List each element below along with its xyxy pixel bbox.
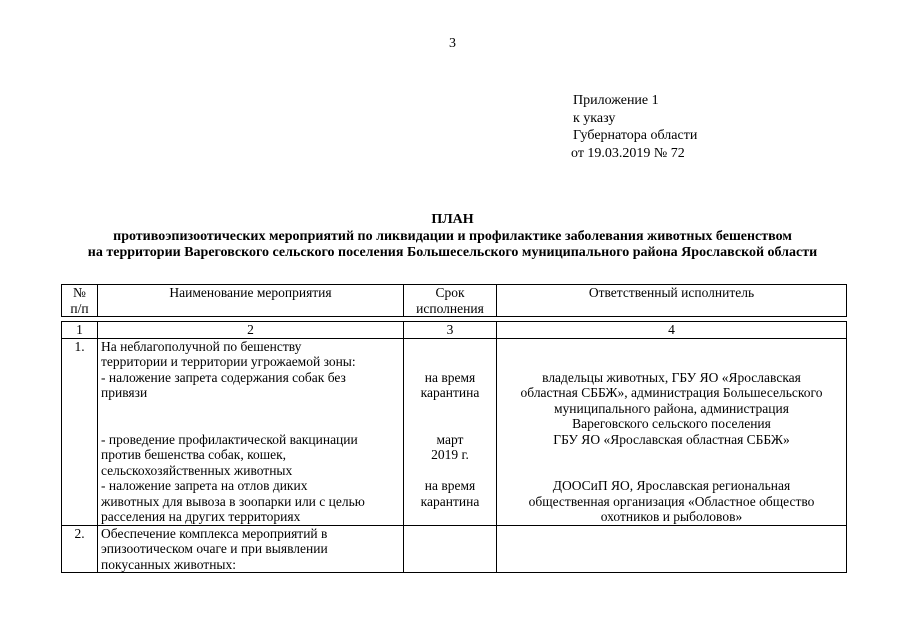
plan-title bbox=[0, 212, 905, 262]
column-index-row bbox=[62, 322, 847, 339]
header-executor: Ответственный исполнитель bbox=[497, 285, 847, 317]
sub-item-term: март 2019 г. bbox=[431, 431, 469, 462]
plan-heading: ПЛАН bbox=[431, 212, 474, 227]
page-number: 3 bbox=[449, 36, 456, 51]
sub-item-executor: ДООСиП ЯО, Ярославская региональная общественная организация «Областное общество охотников и рыболовов» bbox=[528, 478, 815, 524]
row-executor bbox=[497, 338, 847, 525]
header-name: Наименование мероприятия bbox=[98, 285, 404, 317]
sub-item-text: - наложение запрета на отлов диких животных для вывоза в зоопарки или с целью расселения на других территориях bbox=[101, 478, 365, 524]
sub-item-term: на время карантина bbox=[420, 478, 480, 509]
row-number: 1. bbox=[62, 338, 98, 525]
plan-subtitle-line: противоэпизоотических мероприятий по ликвидации и профилактике заболевания животных бешенством bbox=[113, 228, 792, 244]
header-term: Срок исполнения bbox=[404, 285, 497, 317]
header-num: № п/п bbox=[62, 285, 98, 317]
plan-subtitle-line: на территории Вареговского сельского поселения Большесельского муниципального района Ярославской области bbox=[87, 245, 818, 260]
row-executor bbox=[497, 525, 847, 573]
table-row bbox=[62, 525, 847, 573]
table-row bbox=[62, 338, 847, 525]
column-index: 1 bbox=[62, 322, 98, 339]
sub-item-term: на время карантина bbox=[420, 369, 480, 400]
appendix-block bbox=[573, 92, 697, 162]
sub-item-executor: владельцы животных, ГБУ ЯО «Ярославская областная СББЖ», администрация Большесельского муниципального района, администрация Вареговского сельского поселения bbox=[520, 369, 823, 431]
row-activity: На неблагополучной по бешенству территории и территории угрожаемой зоны: - наложение запрета содержания собак без привязи - проведение профилактической вакцинации против бешенства собак, кошек, сельскохозяйственных животных - наложение запрета на отлов диких животных для вывоза в зоопарки или с целью расселения на других территориях bbox=[98, 338, 404, 525]
appendix-line: Губернатора области bbox=[573, 128, 698, 143]
row-term bbox=[404, 338, 497, 525]
plan-table bbox=[61, 284, 847, 573]
column-index: 4 bbox=[497, 322, 847, 339]
appendix-date-line: от 19.03.2019 № 72 bbox=[571, 145, 685, 161]
column-index: 2 bbox=[98, 322, 404, 339]
table-header-row bbox=[62, 285, 847, 317]
row-number: 2. bbox=[62, 525, 98, 573]
sub-item-executor: ГБУ ЯО «Ярославская областная СББЖ» bbox=[553, 431, 790, 447]
sub-item-text: - наложение запрета содержания собак без привязи bbox=[101, 369, 346, 400]
sub-item-text: - проведение профилактической вакцинации против бешенства собак, кошек, сельскохозяйственных животных bbox=[101, 431, 358, 478]
appendix-line: Приложение 1 bbox=[573, 93, 659, 108]
column-index: 3 bbox=[404, 322, 497, 339]
row-term bbox=[404, 525, 497, 573]
row-activity: Обеспечение комплекса мероприятий в эпизоотическом очаге и при выявлении покусанных животных: bbox=[98, 525, 404, 573]
appendix-line: к указу bbox=[573, 110, 616, 126]
